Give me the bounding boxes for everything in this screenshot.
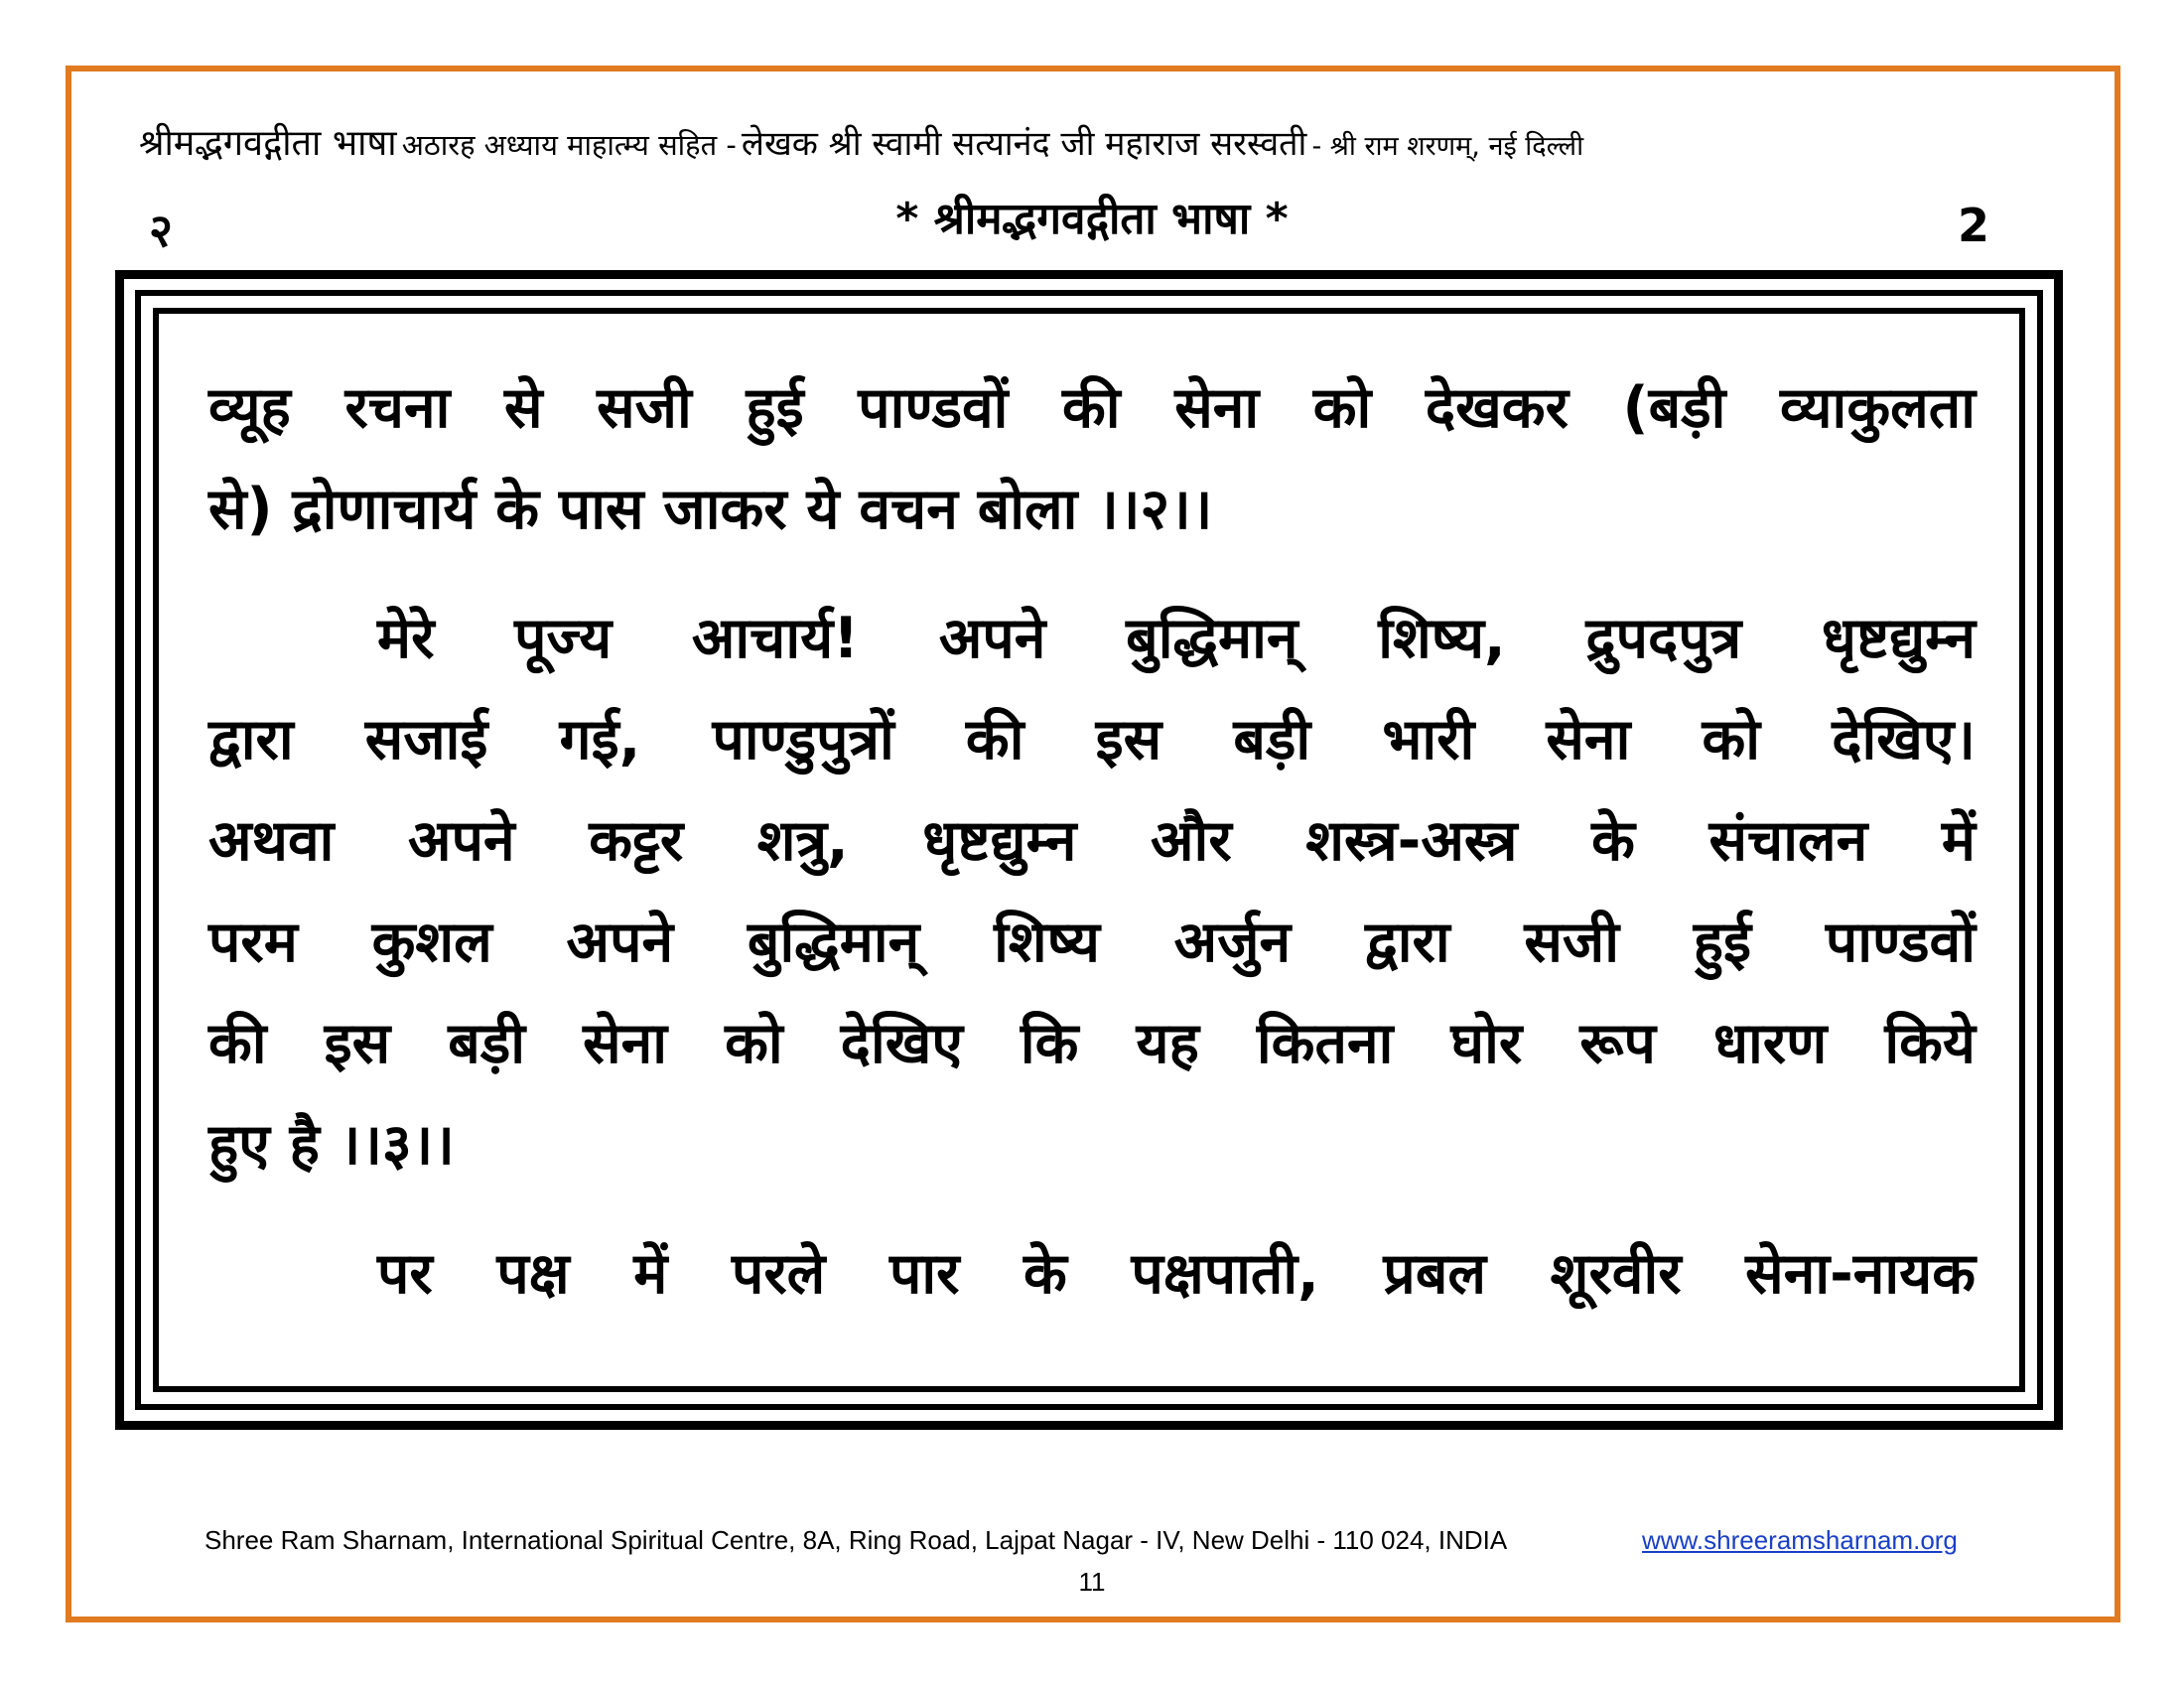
header-author: लेखक श्री स्वामी सत्यानंद जी महाराज सरस्वती xyxy=(741,124,1307,164)
running-title: * श्रीमद्भगवद्गीता भाषा * xyxy=(895,194,1289,244)
page-number-arabic: 2 xyxy=(1957,199,1989,252)
text-line: से) द्रोणाचार्य के पास जाकर ये वचन बोला ।।२।। xyxy=(208,477,1213,542)
page-number-devanagari: २ xyxy=(149,204,173,257)
document-header xyxy=(139,117,2065,166)
text-line: पर पक्ष में परले पार के पक्षपाती, प्रबल शूरवीर सेना-नायक xyxy=(377,1241,1976,1307)
text-line: अथवा अपने कट्टर शत्रु, धृष्टद्युम्न और शस्त्र-अस्त्र के संचालन में xyxy=(208,808,1976,874)
paragraph-3 xyxy=(208,1223,1976,1325)
paragraph-2 xyxy=(208,588,1976,1196)
header-place: - श्री राम शरणम्, नई दिल्ली xyxy=(1311,131,1584,162)
text-line: व्यूह रचना से सजी हुई पाण्डवों की सेना को देखकर (बड़ी व्याकुलता xyxy=(208,375,1976,441)
paragraph-gap xyxy=(208,560,1976,588)
paragraph-gap xyxy=(208,1196,1976,1223)
paragraph-1 xyxy=(208,357,1976,560)
website-link[interactable]: www.shreeramsharnam.org xyxy=(1642,1525,1958,1555)
text-line: द्वारा सजाई गई, पाण्डुपुत्रों की इस बड़ी भारी सेना को देखिए। xyxy=(208,707,1976,773)
header-subtitle: अठारह अध्याय माहात्म्य सहित - xyxy=(401,128,737,162)
verse-body xyxy=(208,357,1976,1325)
footer-page-number: 11 xyxy=(1078,1567,1106,1597)
footer-address: Shree Ram Sharnam, International Spiritual Centre, 8A, Ring Road, Lajpat Nagar - IV, New Delhi - 110 024, INDIA xyxy=(205,1525,1508,1555)
text-line: हुए है ।।३।। xyxy=(208,1112,455,1178)
text-line: की इस बड़ी सेना को देखिए कि यह कितना घोर रूप धारण किये xyxy=(208,1011,1976,1076)
header-title: श्रीमद्भगवद्गीता भाषा xyxy=(139,123,397,164)
text-line: परम कुशल अपने बुद्धिमान् शिष्य अर्जुन द्वारा सजी हुई पाण्डवों xyxy=(208,910,1976,975)
text-line: मेरे पूज्य आचार्य! अपने बुद्धिमान् शिष्य, द्रुपदपुत्र धृष्टद्युम्न xyxy=(377,606,1976,671)
